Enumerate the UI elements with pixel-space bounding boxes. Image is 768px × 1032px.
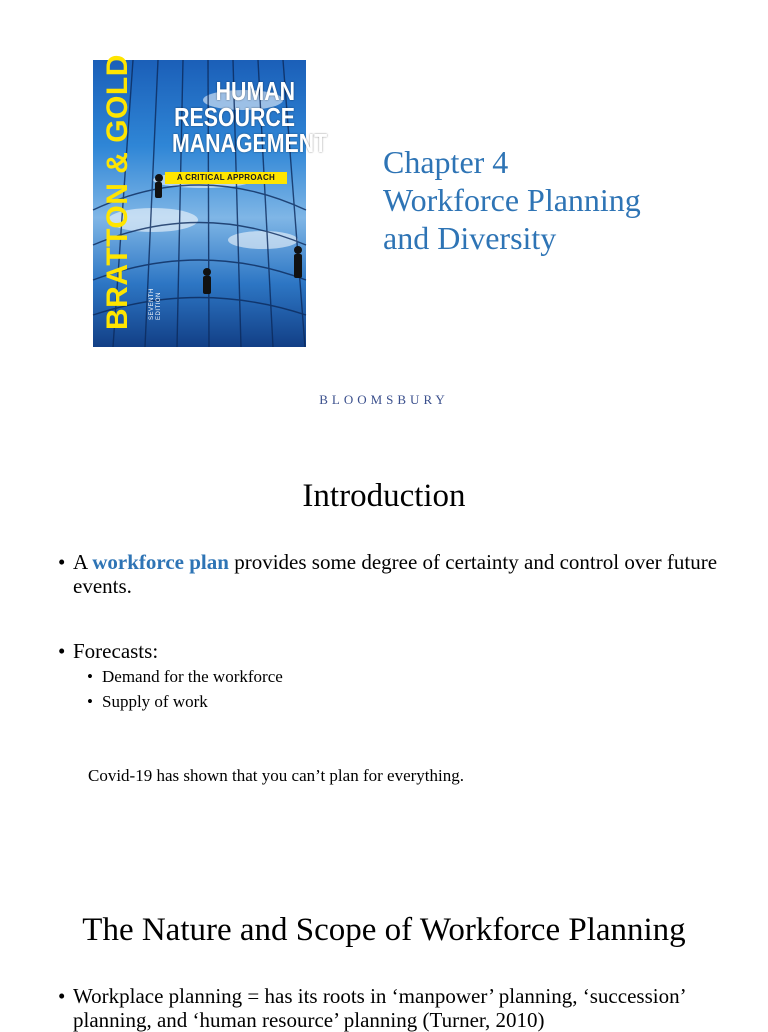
- bullet-dot-icon: •: [58, 984, 66, 1008]
- publisher-logo: BLOOMSBURY: [319, 392, 449, 407]
- bullet-dot-icon: •: [58, 639, 66, 663]
- sub-bullet-item: [87, 692, 727, 712]
- sub-bullet-item: [87, 667, 727, 687]
- bullet-dot-icon: •: [87, 692, 93, 711]
- cover-edition: [149, 284, 163, 320]
- introduction-slide: [0, 448, 768, 848]
- cover-subtitle: A CRITICAL APPROACH: [165, 172, 287, 184]
- bullet-item: [58, 550, 738, 598]
- chapter-title-line: and Diversity: [383, 220, 557, 256]
- bullet-text: [58, 550, 738, 598]
- chapter-title-line: Chapter 4: [383, 144, 509, 180]
- slide-heading: The Nature and Scope of Workforce Planning: [82, 912, 686, 948]
- bullet-prefix: A: [73, 550, 93, 574]
- bullet-item: [58, 984, 738, 1032]
- bullet-dot-icon: •: [58, 550, 66, 574]
- cover-title-line: MANAGEMENT: [172, 128, 328, 158]
- bullet-text: Workplace planning = has its roots in ‘manpower’ planning, ‘succession’ planning, and ‘human resource’ planning (Turner, 2010): [73, 984, 686, 1032]
- sub-bullet-text: Supply of work: [102, 692, 208, 711]
- bullet-item: [58, 639, 738, 663]
- book-cover-image: [93, 54, 328, 347]
- slide-heading: Introduction: [302, 478, 466, 514]
- cover-title-line: RESOURCE: [174, 102, 295, 132]
- bullet-text: Forecasts:: [73, 639, 159, 663]
- title-slide: [0, 0, 768, 440]
- cover-title-line: HUMAN: [215, 76, 295, 106]
- bullet-rest: provides some degree of certainty and control over future events.: [73, 550, 718, 598]
- highlight-term: workforce plan: [92, 550, 229, 574]
- nature-scope-slide: [0, 862, 768, 1032]
- chapter-title: [383, 143, 743, 257]
- cover-author-spine: BRATTON & GOLD: [101, 54, 134, 330]
- chapter-title-line: Workforce Planning: [383, 182, 641, 218]
- cover-book-title: [172, 76, 328, 158]
- covid-note: Covid-19 has shown that you can’t plan for everything.: [88, 766, 464, 785]
- cover-edition-line: EDITION: [156, 292, 162, 320]
- bullet-dot-icon: •: [87, 667, 93, 686]
- sub-bullet-text: Demand for the workforce: [102, 667, 283, 686]
- cover-edition-line: SEVENTH: [149, 288, 155, 320]
